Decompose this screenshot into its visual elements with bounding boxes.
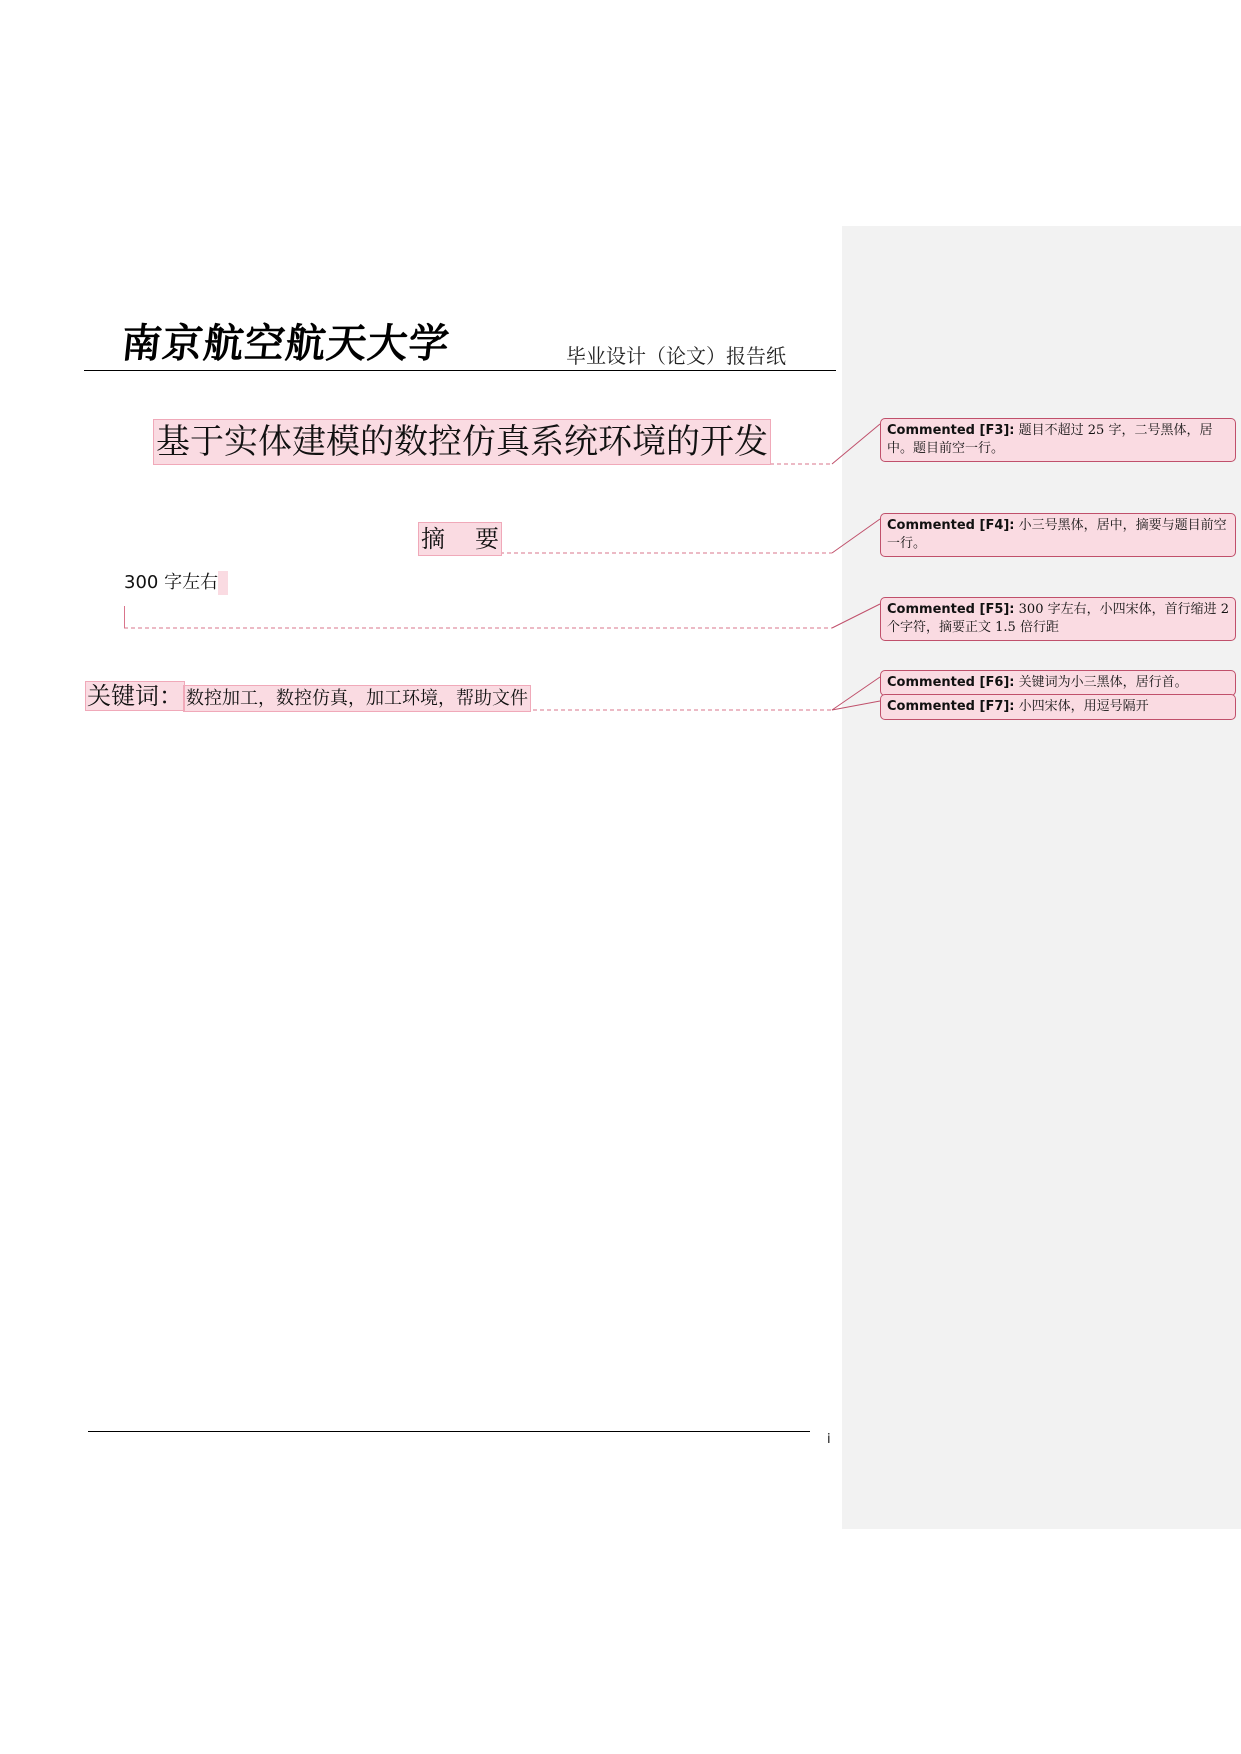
comment-f6[interactable]	[880, 670, 1236, 696]
comment-ref: Commented [F4]:	[887, 518, 1015, 533]
keywords-label: 关键词：	[87, 682, 183, 710]
header-rule	[84, 370, 836, 371]
page-number: i	[827, 1432, 831, 1447]
comment-ref: Commented [F5]:	[887, 602, 1015, 617]
comment-ref: Commented [F7]:	[887, 699, 1015, 714]
comment-anchor-f5	[218, 571, 228, 595]
keywords-values: 数控加工，数控仿真，加工环境，帮助文件	[186, 688, 528, 709]
report-paper-label: 毕业设计（论文）报告纸	[566, 344, 786, 368]
keywords-line[interactable]	[86, 680, 530, 715]
comment-f3[interactable]	[880, 418, 1236, 462]
comment-ref: Commented [F6]:	[887, 675, 1015, 690]
university-logo: 南京航空航天大学	[119, 320, 453, 367]
abstract-heading[interactable]	[419, 523, 501, 555]
comment-text: 300 字左右，小四宋体，首行缩进 2 个字符，摘要正文 1.5 倍行距	[887, 602, 1230, 635]
comment-f4[interactable]	[880, 513, 1236, 557]
footer-rule	[88, 1431, 810, 1432]
abstract-body-text: 字左右	[164, 572, 219, 593]
comment-text: 关键词为小三黑体，居行首。	[1018, 675, 1188, 690]
comment-f5[interactable]	[880, 597, 1236, 641]
abstract-body-number: 300	[124, 572, 159, 593]
abstract-heading-char1: 摘	[421, 525, 445, 553]
comment-text: 小三号黑体，居中，摘要与题目前空一行。	[887, 518, 1227, 551]
thesis-title[interactable]: 基于实体建模的数控仿真系统环境的开发	[156, 422, 768, 462]
comment-f7[interactable]	[880, 694, 1236, 720]
empty-paragraph-marker	[124, 606, 125, 628]
abstract-body[interactable]	[124, 570, 228, 596]
comment-text: 题目不超过 25 字，二号黑体，居中。题目前空一行。	[887, 423, 1213, 456]
abstract-heading-char2: 要	[475, 525, 499, 553]
comment-text: 小四宋体，用逗号隔开	[1018, 699, 1149, 714]
comment-ref: Commented [F3]:	[887, 423, 1015, 438]
